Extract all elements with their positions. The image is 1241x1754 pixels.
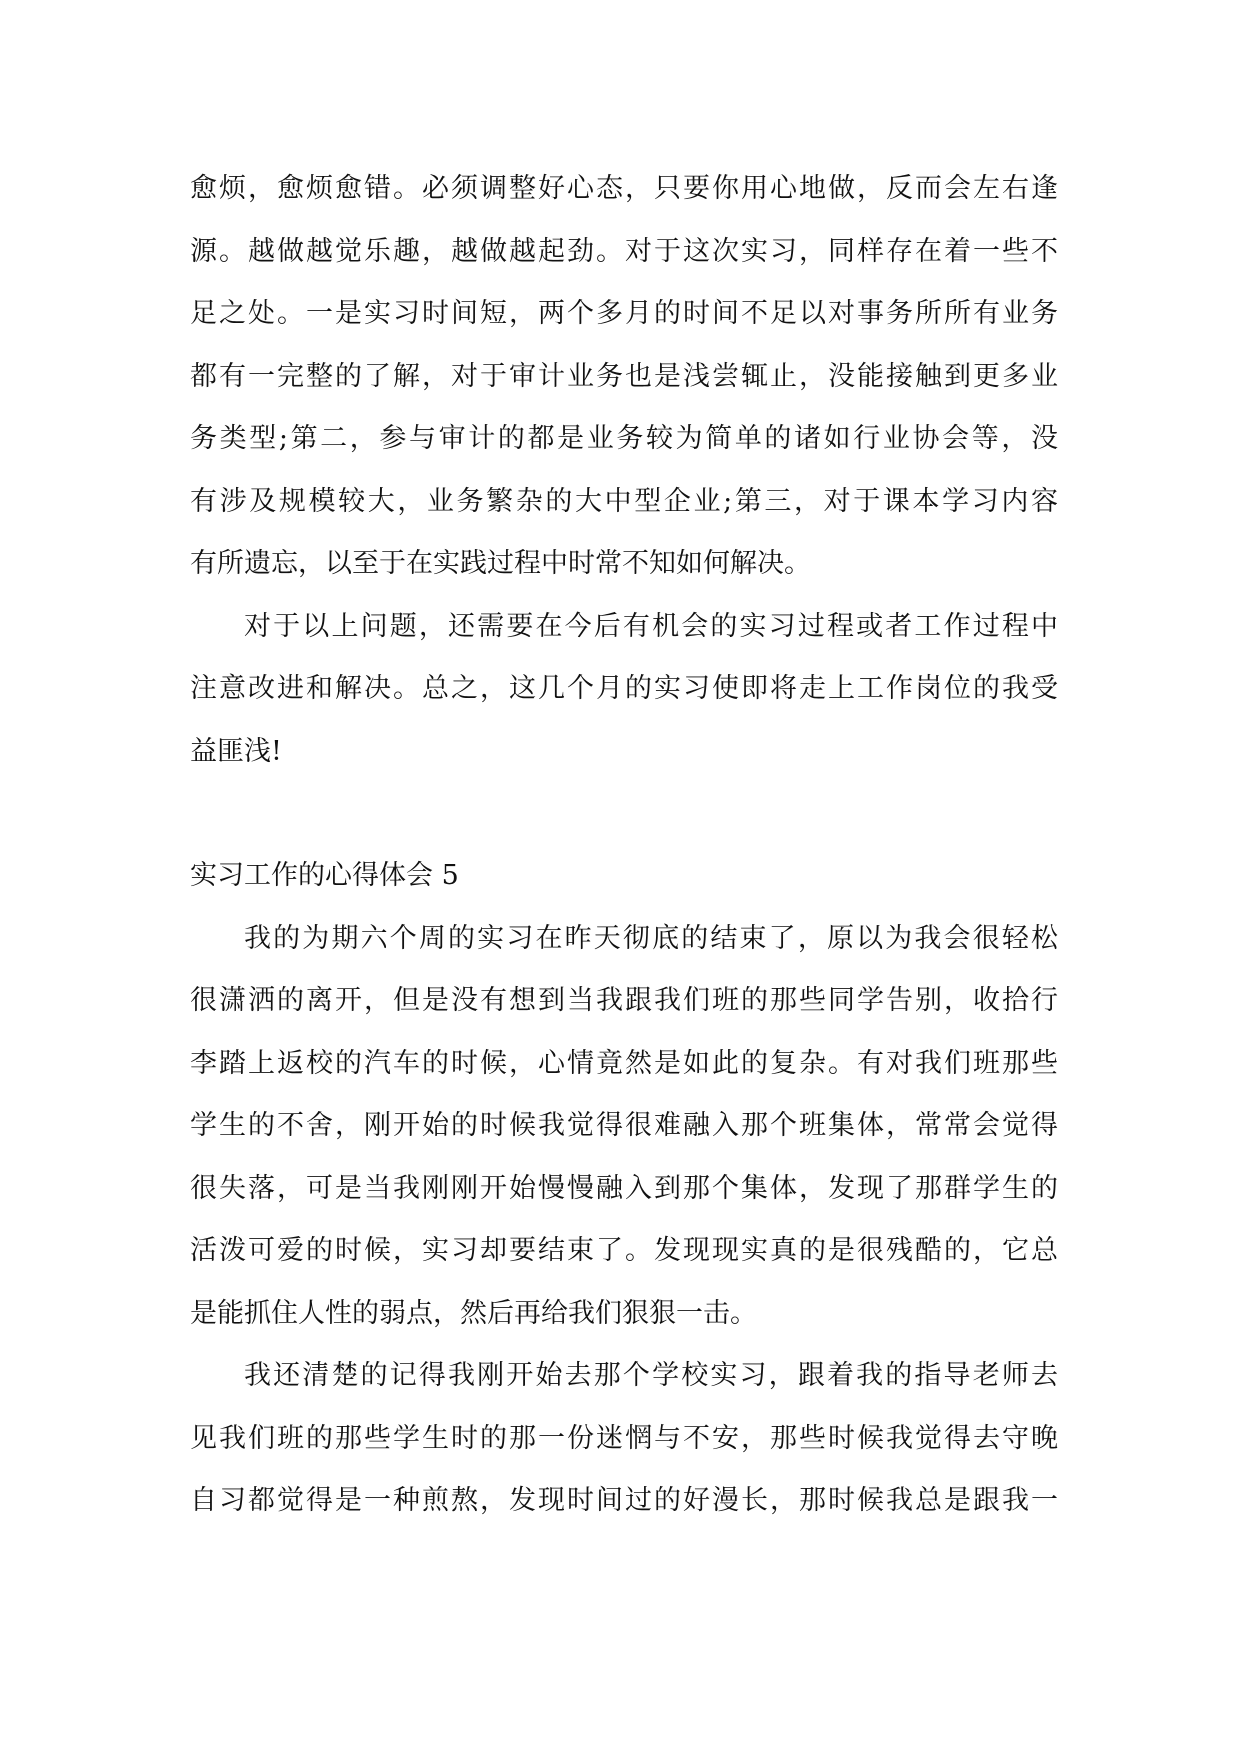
text-line: 见我们班的那些学生时的那一份迷惘与不安，那些时候我觉得去守晚 — [190, 1422, 1058, 1454]
text-line: 学生的不舍，刚开始的时候我觉得很难融入那个班集体，常常会觉得 — [190, 1110, 1058, 1141]
text-line: 都有一完整的了解，对于审计业务也是浅尝辄止，没能接触到更多业 — [190, 360, 1058, 392]
text-line: 是能抓住人性的弱点，然后再给我们狠狠一击。 — [190, 1297, 757, 1329]
text-line: 自习都觉得是一种煎熬，发现时间过的好漫长，那时候我总是跟我一 — [190, 1485, 1058, 1516]
section-spacer — [190, 783, 1058, 845]
text-line: 注意改进和解决。总之，这几个月的实习使即将走上工作岗位的我受 — [190, 673, 1058, 704]
text-line: 很潇洒的离开，但是没有想到当我跟我们班的那些同学告别，收拾行 — [190, 985, 1058, 1016]
text-line: 李踏上返校的汽车的时候，心情竟然是如此的复杂。有对我们班那些 — [190, 1047, 1058, 1079]
text-line: 有所遗忘，以至于在实践过程中时常不知如何解决。 — [190, 548, 811, 579]
document-body — [190, 158, 1058, 1533]
text-line: 务类型;第二，参与审计的都是业务较为简单的诸如行业协会等，没 — [190, 423, 1058, 454]
paragraph-section-2 — [190, 1345, 1058, 1533]
text-line: 有涉及规模较大，业务繁杂的大中型企业;第三，对于课本学习内容 — [190, 485, 1058, 517]
text-line: 源。越做越觉乐趣，越做越起劲。对于这次实习，同样存在着一些不 — [190, 235, 1058, 267]
text-line: 足之处。一是实习时间短，两个多月的时间不足以对事务所所有业务 — [190, 298, 1058, 329]
text-line: 对于以上问题，还需要在今后有机会的实习过程或者工作过程中 — [244, 610, 1058, 642]
text-line: 我还清楚的记得我刚开始去那个学校实习，跟着我的指导老师去 — [244, 1360, 1058, 1391]
section-heading: 实习工作的心得体会 5 — [190, 860, 459, 891]
text-line: 很失落，可是当我刚刚开始慢慢融入到那个集体，发现了那群学生的 — [190, 1172, 1058, 1204]
text-line: 我的为期六个周的实习在昨天彻底的结束了，原以为我会很轻松 — [244, 922, 1058, 954]
paragraph-conclusion — [190, 596, 1058, 784]
text-line: 益匪浅! — [190, 735, 282, 767]
paragraph-section-1 — [190, 908, 1058, 1346]
paragraph-continued — [190, 158, 1058, 596]
text-line: 愈烦，愈烦愈错。必须调整好心态，只要你用心地做，反而会左右逢 — [190, 173, 1058, 204]
text-line: 活泼可爱的时候，实习却要结束了。发现现实真的是很残酷的，它总 — [190, 1235, 1058, 1266]
